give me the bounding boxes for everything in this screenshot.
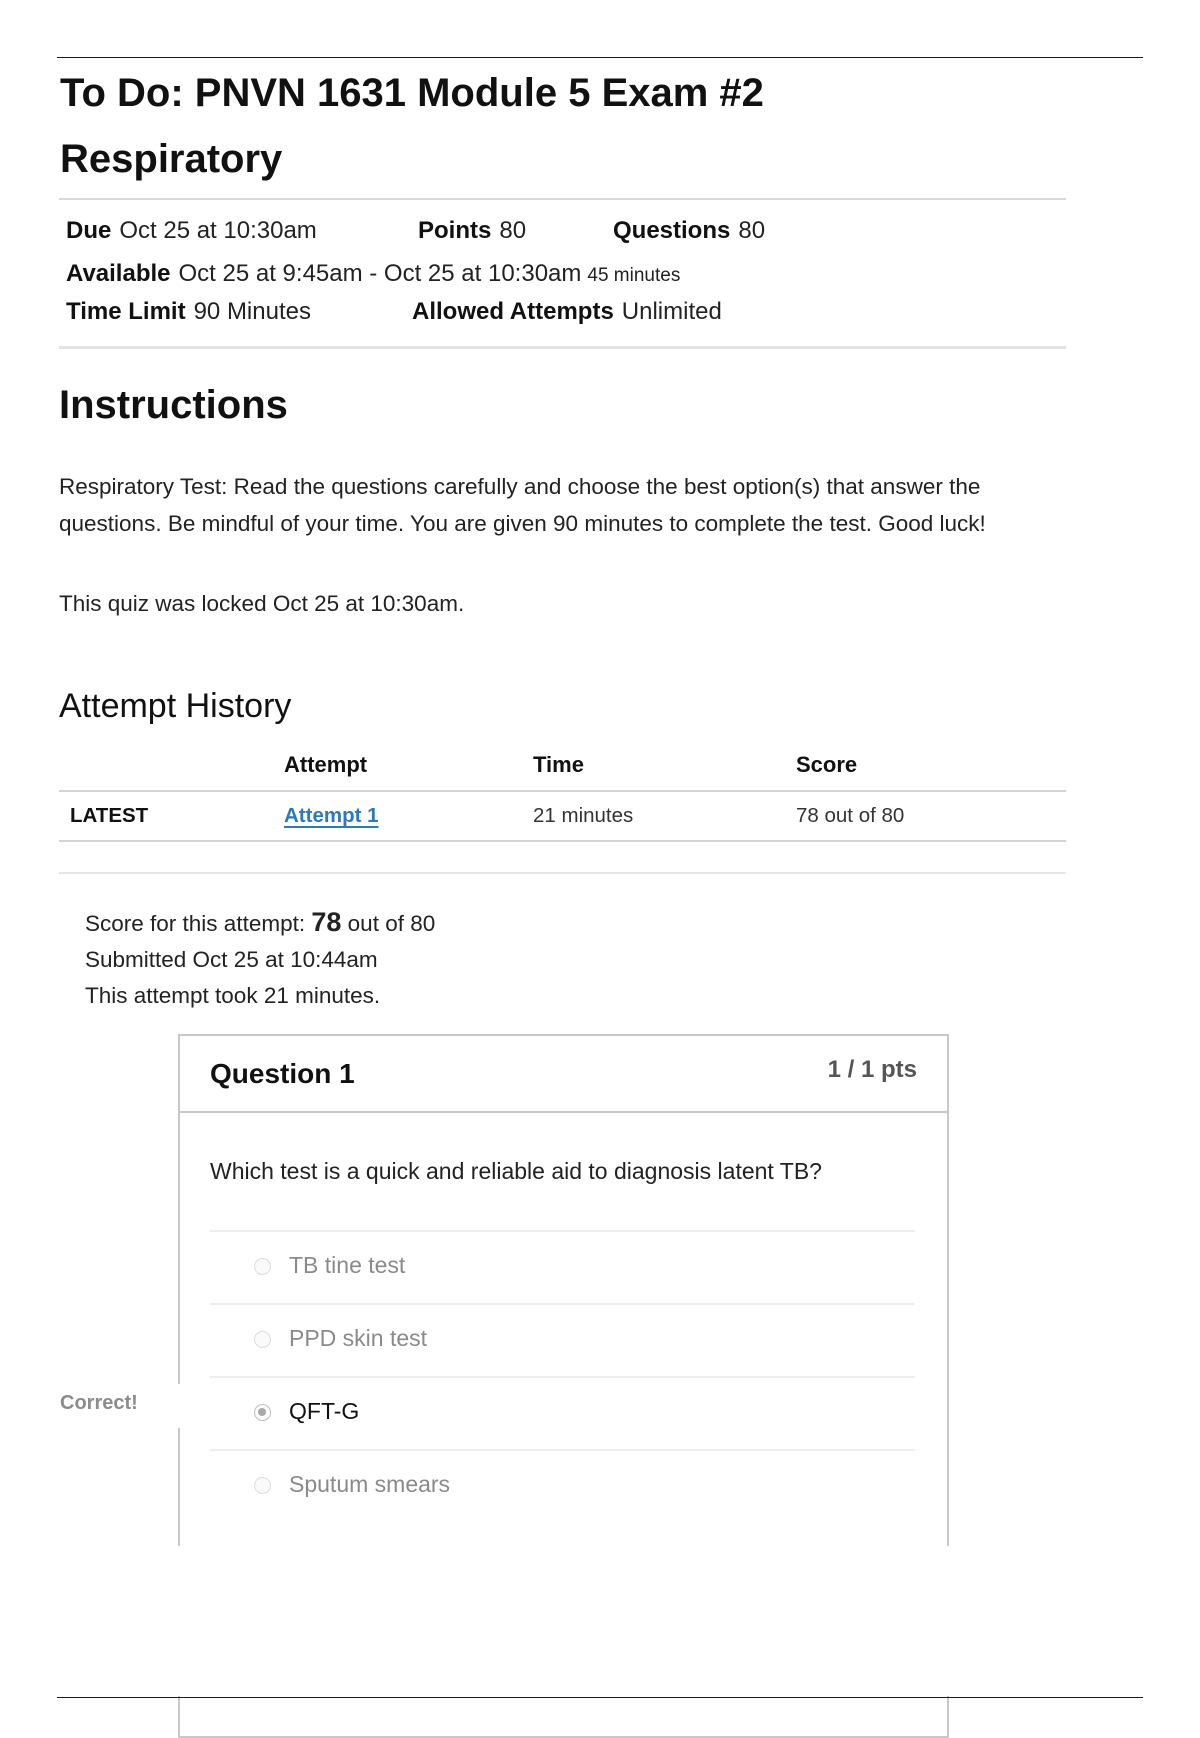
answer-option[interactable] — [210, 1303, 915, 1376]
allowed-attempts-detail — [412, 297, 722, 327]
questions-label: Questions — [613, 217, 731, 244]
time-limit-value: 90 Minutes — [193, 298, 311, 325]
points-detail — [418, 216, 526, 246]
points-value: 80 — [499, 217, 527, 244]
attempt-history-table — [59, 744, 1066, 842]
answer-label: PPD skin test — [289, 1325, 428, 1351]
quiz-locked-notice: This quiz was locked Oct 25 at 10:30am. — [59, 591, 465, 616]
attempt-score-cell: 78 out of 80 — [796, 804, 905, 827]
question-points: 1 / 1 pts — [827, 1056, 917, 1083]
available-detail — [66, 259, 680, 291]
due-detail — [66, 216, 317, 246]
attempt-1-link[interactable]: Attempt 1 — [284, 804, 379, 827]
details-row-3 — [66, 297, 1066, 327]
questions-detail — [613, 216, 765, 246]
page-bottom-rule — [57, 1697, 1143, 1698]
answer-option[interactable] — [210, 1449, 915, 1522]
correct-answer-flag — [52, 1384, 182, 1428]
table-row — [59, 792, 1066, 842]
points-label: Points — [418, 217, 492, 244]
score-summary — [85, 904, 435, 1014]
instructions-text: Respiratory Test: Read the questions carefully and choose the best option(s) that answer the questions. Be mindful of your time. You are given 90 minutes to complete the test. Good luck! — [59, 474, 986, 536]
attempt-duration: This attempt took 21 minutes. — [85, 983, 381, 1008]
question-text: Which test is a quick and reliable aid to diagnosis latent TB? — [210, 1158, 822, 1184]
latest-label: LATEST — [70, 804, 149, 827]
allowed-attempts-value: Unlimited — [621, 298, 722, 325]
attempt-history-heading: Attempt History — [59, 687, 292, 725]
submitted-time: Submitted Oct 25 at 10:44am — [85, 947, 378, 972]
instructions-heading: Instructions — [59, 383, 288, 427]
score-prefix: Score for this attempt: — [85, 911, 306, 936]
radio-button-selected-icon[interactable] — [254, 1404, 271, 1421]
answer-list — [210, 1230, 915, 1522]
column-header-score: Score — [796, 752, 858, 777]
radio-button-icon[interactable] — [254, 1331, 271, 1348]
available-duration: 45 minutes — [587, 265, 681, 286]
details-top-divider — [59, 198, 1066, 200]
answer-option[interactable] — [210, 1230, 915, 1303]
page-blank-area — [0, 1546, 1200, 1696]
details-row-1 — [66, 216, 1066, 246]
question-title: Question 1 — [210, 1058, 355, 1089]
time-limit-detail — [66, 297, 311, 327]
available-value: Oct 25 at 9:45am - Oct 25 at 10:30am — [178, 260, 582, 287]
attempt-time-cell: 21 minutes — [533, 804, 634, 827]
page-top-rule — [57, 57, 1143, 58]
answer-label: TB tine test — [289, 1252, 406, 1278]
answer-label: Sputum smears — [289, 1471, 451, 1497]
due-label: Due — [66, 217, 112, 244]
allowed-attempts-label: Allowed Attempts — [412, 298, 614, 325]
table-header-row — [59, 744, 1066, 792]
score-value: 78 — [311, 907, 342, 937]
due-value: Oct 25 at 10:30am — [119, 217, 317, 244]
radio-button-icon[interactable] — [254, 1477, 271, 1494]
column-header-attempt: Attempt — [284, 752, 368, 777]
score-suffix: out of 80 — [347, 911, 436, 936]
answer-option-selected[interactable] — [210, 1376, 915, 1449]
details-row-2 — [66, 259, 1066, 289]
page-title: To Do: PNVN 1631 Module 5 Exam #2 Respiratory — [60, 71, 764, 181]
available-label: Available — [66, 260, 171, 287]
details-bottom-divider — [59, 346, 1066, 349]
time-limit-label: Time Limit — [66, 298, 186, 325]
column-header-time: Time — [533, 752, 584, 777]
correct-label: Correct! — [60, 1392, 138, 1414]
radio-button-icon[interactable] — [254, 1258, 271, 1275]
attempt-cell — [284, 804, 379, 828]
questions-value: 80 — [738, 217, 766, 244]
answer-label: QFT-G — [289, 1398, 360, 1424]
question-header — [180, 1036, 947, 1113]
score-line — [85, 904, 435, 942]
history-bottom-divider — [59, 872, 1066, 874]
